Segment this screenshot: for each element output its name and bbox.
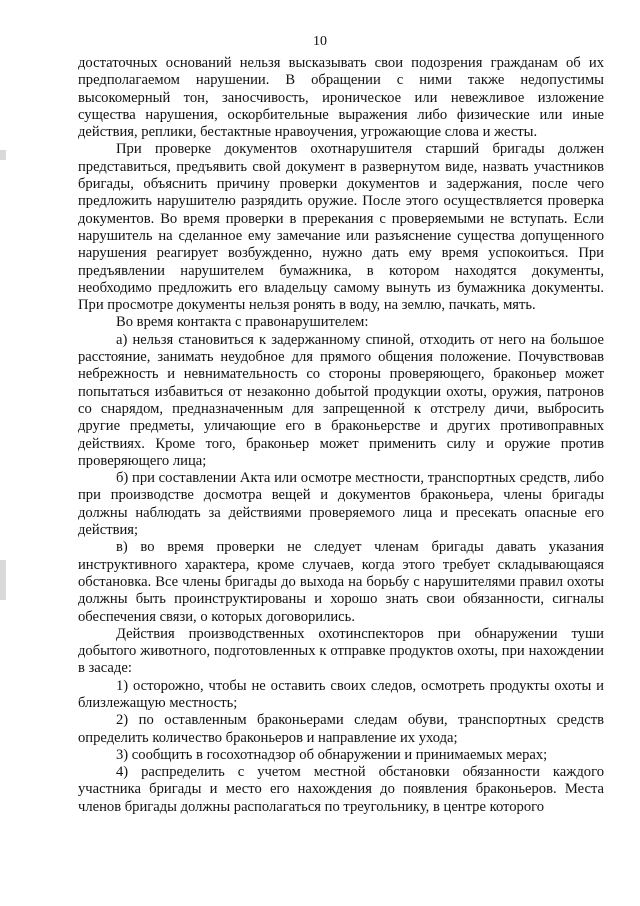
- scan-margin-mark: [0, 560, 6, 600]
- page-number: 10: [313, 34, 327, 49]
- paragraph: Во время контакта с правонарушителем:: [116, 314, 369, 331]
- list-item: 4) распределить с учетом местной обстановки обязанности каждого участника бригады и место его нахождения до появления браконьеров. Места членов бригады должны располагаться по треугольнику, в центре которого: [78, 764, 604, 815]
- list-item: 1) осторожно, чтобы не оставить своих следов, осмотреть продукты охоты и близлежащую местность;: [78, 677, 604, 711]
- paragraph: Действия производственных охотинспекторов при обнаружении туши добытого животного, подготовленных к отправке продуктов охоты, при нахождении в засаде:: [78, 625, 604, 677]
- list-item: 2) по оставленным браконьерами следам обуви, транспортных средств определить количество браконьеров и направление их ухода;: [78, 712, 604, 746]
- paragraph: достаточных оснований нельзя высказывать свои подозрения гражданам об их предполагаемом нарушении. В обращении с ними также недопустимы высокомерный тон, заносчивость, ироническое или невежливое изложение существа нарушения, оскорбительные выражения либо физические или иные действия, реплики, бестактные нравоучения, угрожающие слова и жесты.: [78, 55, 604, 141]
- scan-margin-mark: [0, 150, 6, 160]
- document-body: [78, 55, 604, 816]
- list-item: а) нельзя становиться к задержанному спиной, отходить от него на большое расстояние, занимать неудобное для прямого общения положение. Почувствовав небрежность и невнимательность со стороны проверяющего, браконьер может попытаться избавиться от незаконно добытой продукции охоты, оружия, патронов со снарядом, предназначенным для запрещенной к отстрелу дичи, выбросить другие предметы, уличающие его в браконьерстве и других противоправных действиях. Кроме того, браконьер может применить силу и оружие против проверяющего лица;: [78, 331, 604, 469]
- list-item: 3) сообщить в госохотнадзор об обнаружении и принимаемых мерах;: [116, 746, 548, 763]
- list-item: в) во время проверки не следует членам бригады давать указания инструктивного характера, кроме случаев, когда этого требует складывающаяся обстановка. Все члены бригады до выхода на борьбу с нарушителями правил охоты должны быть проинструктированы и хорошо знать свои обязанности, сигналы обеспечения связи, о которых договорились.: [78, 539, 604, 625]
- paragraph: При проверке документов охотнарушителя старший бригады должен представиться, предъявить свой документ в развернутом виде, назвать участников бригады, объяснить причину проверки документов и задержания, после чего предложить нарушителю разрядить оружие. После этого осуществляется проверка документов. Во время проверки в пререкания с проверяемыми не вступать. Если нарушитель на сделанное ему замечание или разъяснение существа допущенного нарушения реагирует возбужденно, нужно дать ему время успокоиться. При предъявлении нарушителем бумажника, в котором находятся документы, необходимо предложить его владельцу самому вынуть из бумажника документы. При просмотре документы нельзя ронять в воду, на землю, пачкать, мять.: [78, 141, 604, 314]
- list-item: б) при составлении Акта или осмотре местности, транспортных средств, либо при производстве досмотра вещей и документов браконьера, члены бригады должны наблюдать за действиями проверяемого лица и пресекать опасные его действия;: [78, 470, 604, 539]
